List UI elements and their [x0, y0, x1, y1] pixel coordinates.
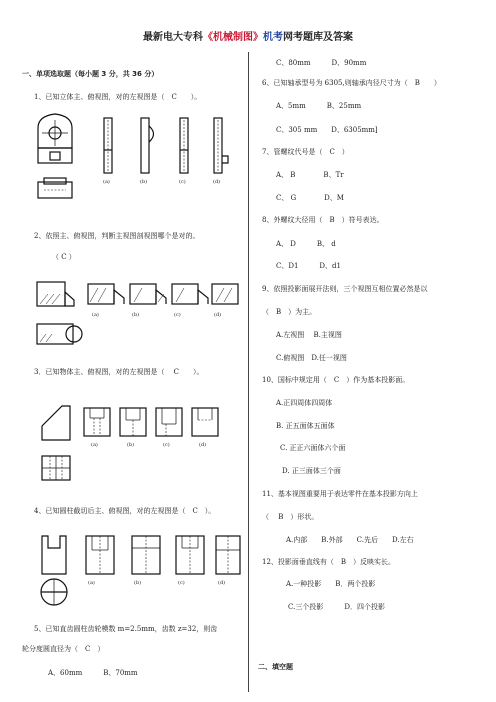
question-2-line-2: （ C ） [52, 253, 76, 261]
q1-label-b: (b) [140, 179, 148, 185]
q3-label-c: (c) [163, 442, 170, 448]
page-title [0, 28, 496, 43]
question-12: 12、投影面垂直线有（ B ）反映实长。 [262, 558, 396, 566]
question-5-options-cd: C、80mm D、90mm [276, 59, 367, 67]
question-2-line-1: 2、依照主、俯视图，判断主视图剖视图哪个是对的。 [34, 232, 200, 240]
q4-label-c: (c) [178, 580, 185, 586]
question-10-option-a: A.正四周体四周体 [276, 399, 333, 407]
q4-figure [36, 528, 244, 610]
question-5-options-ab: A、60mm B、70mm [48, 669, 138, 677]
question-10-option-c: C. 正正六面体六个面 [280, 444, 346, 452]
title-part-3: 机考 [263, 32, 283, 43]
question-6: 6、已知轴承型号为 6305,则轴承内径尺寸为（ B ） [262, 79, 441, 87]
title-part-4: 网考题库及答案 [283, 32, 353, 43]
question-8: 8、外螺纹大径用（ B ）符号表达。 [262, 216, 384, 224]
question-10-option-d: D. 正三面体三个面 [282, 467, 341, 475]
question-4: 4、已知圆柱截切后主、俯视图，对的左视图是（ C ）。 [34, 507, 216, 515]
section-1-heading: 一、单项选取题（每小题 3 分，共 36 分） [22, 70, 159, 78]
question-5-line-2: 轮分度圆直径为（ C ） [22, 645, 105, 653]
question-9-options-cd: C.俯视图 D.任一视图 [276, 354, 347, 362]
question-9-options-ab: A.左视图 B.主视图 [276, 331, 342, 339]
question-12-options-cd: C.三个投影 D．四个投影 [288, 603, 385, 611]
section-2-heading: 二、填空题 [258, 663, 293, 671]
question-12-options-ab: A.一种投影 B．两个投影 [286, 580, 376, 588]
q3-label-a: (a) [91, 442, 98, 448]
q2-figure [32, 276, 244, 358]
question-6-options-ab: A、5mm B、25mm [276, 102, 362, 110]
question-1: 1、已知立体主、俯视图，对的左视图是（ C ）。 [34, 93, 202, 101]
question-8-options-cd: C、D1 D、d1 [276, 262, 341, 270]
question-7-options-cd: C、 G D、M [276, 194, 344, 202]
q4-label-d: (d) [218, 580, 226, 586]
question-10-option-b: B. 正五面体五面体 [276, 422, 335, 430]
question-5-line-1: 5、已知直齿圆柱齿轮模数 m=2.5mm，齿数 z=32，则齿 [34, 625, 218, 633]
q4-label-a: (a) [88, 580, 95, 586]
q2-label-d: (d) [214, 312, 222, 318]
q3-figure [36, 398, 244, 490]
question-9-line-2: （ B ）为主。 [262, 308, 317, 316]
q1-label-c: (c) [179, 179, 186, 185]
question-11-line-1: 11、基本视图重要用于表达零件在基本投影方向上 [262, 490, 418, 498]
q4-label-b: (b) [134, 580, 142, 586]
question-10: 10、国标中规定用（ C ）作为基本投影面。 [262, 376, 410, 384]
q2-label-c: (c) [174, 312, 181, 318]
question-7-options-ab: A、 B B、Tr [276, 171, 344, 179]
question-7: 7、管螺纹代号是（ C ） [262, 148, 349, 156]
title-part-2: 《机械制图》 [203, 32, 263, 43]
q2-label-b: (b) [132, 312, 140, 318]
q1-label-a: (a) [103, 179, 110, 185]
q3-label-b: (b) [127, 442, 135, 448]
question-11-line-2: （ B ）形状。 [262, 513, 319, 521]
question-9-line-1: 9、依照投影面展开法则，三个视图互相位置必然是以 [262, 285, 428, 293]
q1-label-d: (d) [213, 179, 221, 185]
question-3: 3．已知物体主、俯视图，对的左视图是（ C ）。 [34, 368, 204, 376]
question-6-options-cd: C、305 mm D、6305mm] [276, 126, 378, 134]
q2-label-a: (a) [92, 312, 99, 318]
question-11-options: A.内部 B.外部 C.先后 D.左右 [286, 536, 414, 544]
question-8-options-ab: A、 D B、 d [276, 240, 336, 248]
column-divider [248, 52, 249, 692]
title-part-1: 最新电大专科 [143, 32, 203, 43]
q1-figure [30, 108, 240, 206]
q3-label-d: (d) [199, 442, 207, 448]
